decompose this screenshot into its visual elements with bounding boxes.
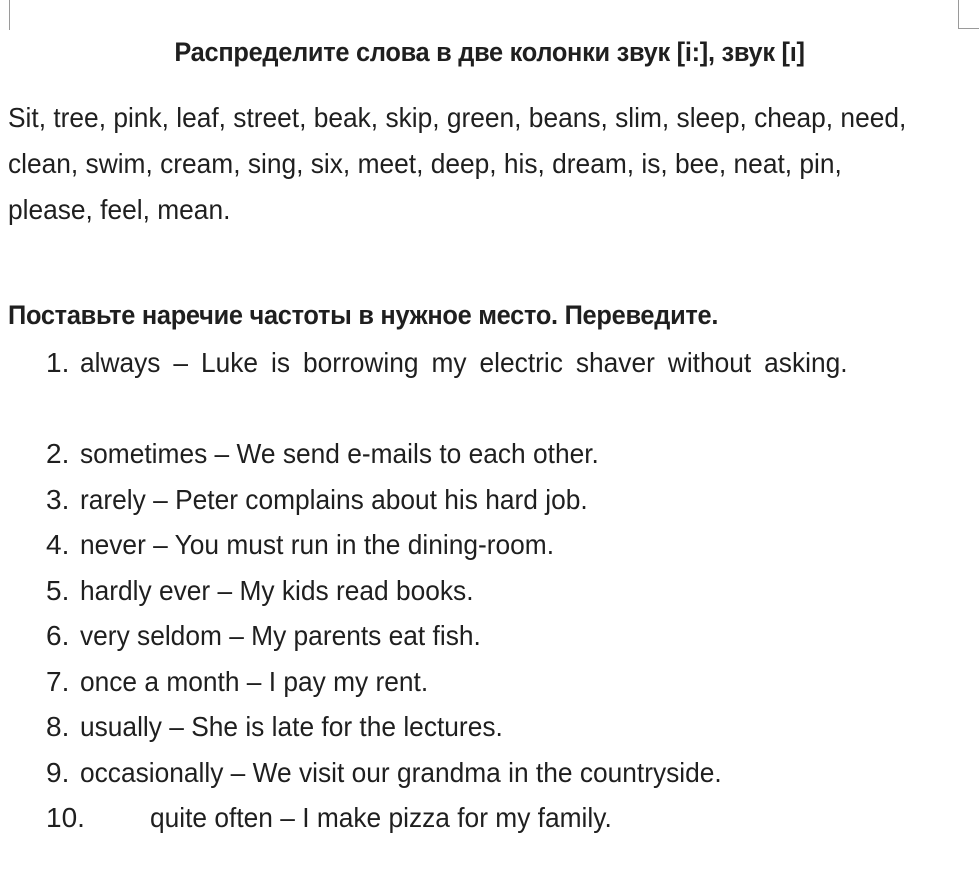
exercise-item [0,431,979,477]
exercise-text: always – Luke is borrowing my electric shaver without asking. [80,347,848,378]
exercise-text: sometimes – We send e-mails to each other. [80,438,599,469]
exercise-number: 1. [46,347,70,378]
exercise-number: 4. [46,529,70,560]
exercise-number: 7. [46,665,70,697]
exercise-number: 8. [46,711,70,742]
task1-title: Распределите слова в две колонки звук [i:], звук [ı] [174,37,805,67]
page-corner-mark-right [958,0,979,29]
exercise-number: 3. [46,483,70,515]
exercise-number: 5. [46,574,70,606]
task2-title: Поставьте наречие частоты в нужное место. Переведите. [8,300,719,330]
exercise-text: once a month – I pay my rent. [80,665,429,697]
exercise-item [0,795,979,841]
exercise-text: rarely – Peter complains about his hard job. [80,483,588,515]
page-corner-mark-left [0,0,10,30]
exercise-text: hardly ever – My kids read books. [80,574,474,606]
exercise-item [0,613,979,659]
exercise-item [0,750,979,796]
exercise-number: 6. [46,620,70,651]
exercise-number: 10. [46,802,85,833]
exercise-text: quite often – I make pizza for my family. [150,802,612,833]
exercise-item [0,522,979,568]
exercise-item [0,704,979,750]
exercise-text: occasionally – We visit our grandma in the countryside. [80,756,722,788]
exercise-list [0,340,979,841]
exercise-number: 9. [46,756,70,788]
task1-word-list: Sit, tree, pink, leaf, street, beak, skip, green, beans, slim, sleep, cheap, need, clean, swim, cream, sing, six, meet, deep, his, dream, is, bee, neat, pin, please, feel, mean. [8,102,907,225]
exercise-item [0,568,979,614]
exercise-text: very seldom – My parents eat fish. [80,620,481,651]
exercise-item [0,477,979,523]
exercise-number: 2. [46,438,70,469]
exercise-item [0,659,979,705]
exercise-item [0,340,979,431]
exercise-text: usually – She is late for the lectures. [80,711,503,742]
exercise-text: never – You must run in the dining-room. [80,529,555,560]
